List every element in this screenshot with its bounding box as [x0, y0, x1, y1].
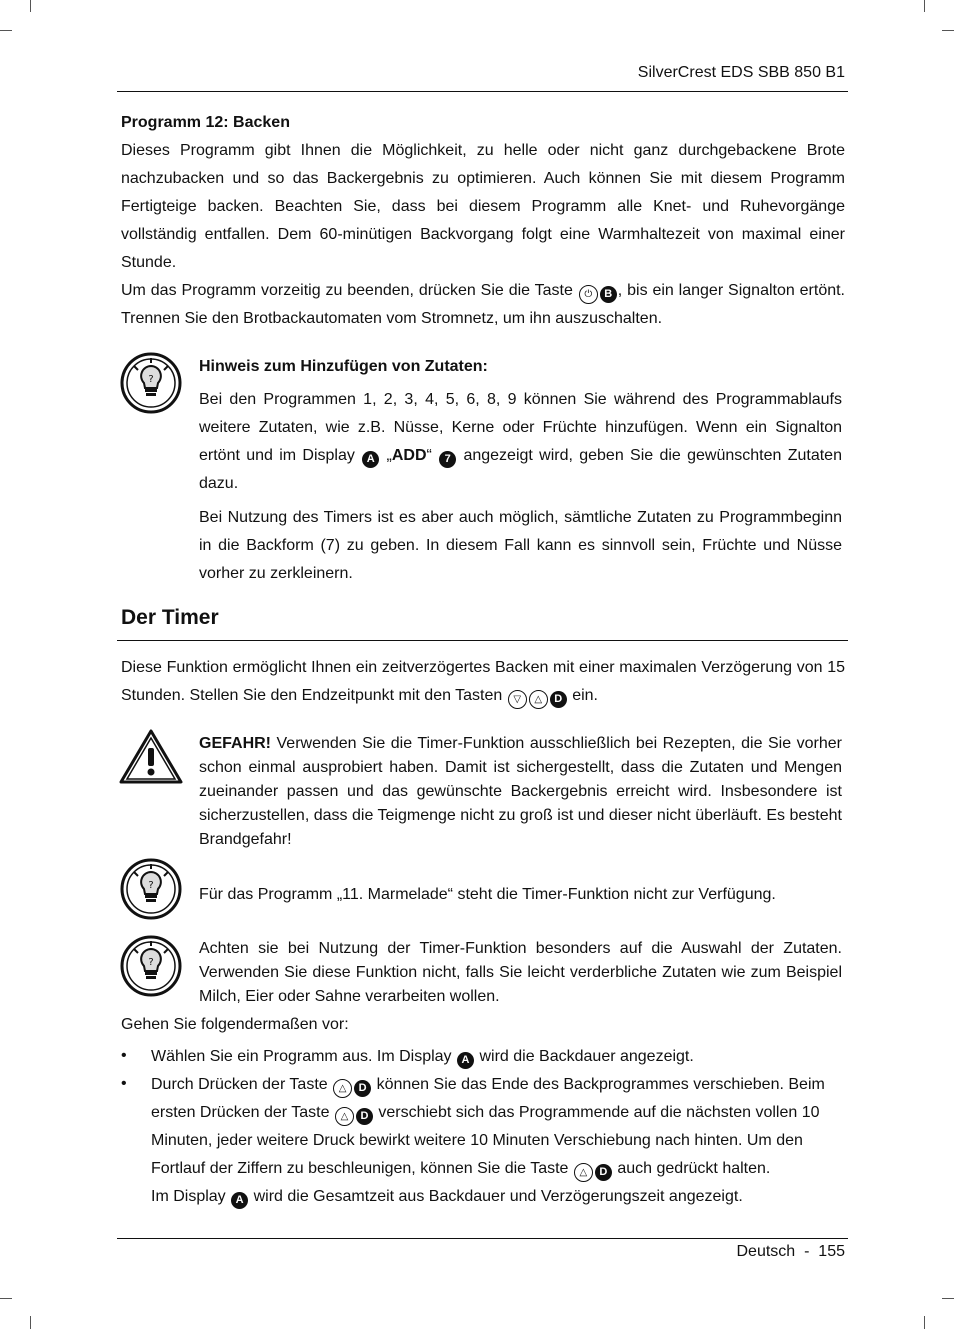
text-span: Bei den Programmen 1, 2, 3, 4, 5, 6, 8, 9 können Sie während des Programmablaufs weitere Zutaten, wie z.B. Nüsse, Kerne oder Früchte hinzufügen. Wenn ein Signalton ertönt und im Display	[199, 391, 842, 464]
crop-mark	[942, 30, 954, 31]
text-span: “	[426, 447, 432, 464]
program12-section	[121, 109, 845, 333]
step-2	[151, 1071, 851, 1211]
text-span: Im Display	[151, 1188, 226, 1205]
header-rule	[117, 91, 848, 92]
text-span: können Sie das Ende des Backprogrammes verschieben. Beim	[376, 1076, 825, 1093]
text-span: Wählen Sie ein Programm aus. Im Display	[151, 1048, 452, 1065]
timer-intro	[121, 654, 845, 710]
display-icon: A	[362, 451, 379, 468]
display-icon: A	[457, 1052, 474, 1069]
svg-text:?: ?	[148, 880, 154, 891]
lightbulb-icon	[120, 352, 182, 414]
text-span: verschiebt sich das Programmende auf die nächsten vollen 10	[378, 1104, 820, 1121]
step-1	[151, 1043, 851, 1071]
bullet: •	[121, 1047, 127, 1064]
step-2-line	[151, 1183, 851, 1211]
timer-heading-rule	[117, 640, 848, 641]
footer-rule	[117, 1238, 848, 1239]
steps-intro: Gehen Sie folgendermaßen vor:	[121, 1016, 349, 1033]
step-2-line	[151, 1099, 851, 1127]
svg-text:?: ?	[148, 957, 154, 968]
text-span: Verwenden Sie die Timer-Funktion ausschließlich bei Rezepten, die Sie vorher schon einmal ausprobiert haben. Damit ist sichergestellt, dass die Zutaten und Mengen zueinander passen und das gewünschte Backergebnis erreicht wird. Insbesondere ist sicherzustellen, dass die Teigmenge nicht zu groß ist und dieser nicht überläuft. Es besteht Brandgefahr!	[199, 735, 842, 848]
note-timer-zutaten: Achten sie bei Nutzung der Timer-Funktion besonders auf die Auswahl der Zutaten. Verwenden Sie diese Funktion nicht, falls Sie leicht verderbliche Zutaten wie zum Beispiel Milch, Eier oder Sahne verarbeiten wollen.	[199, 940, 842, 1005]
step-2-line	[151, 1071, 851, 1099]
svg-text:?: ?	[148, 374, 154, 385]
crop-mark	[0, 30, 12, 31]
text-span: ein.	[572, 687, 598, 704]
crop-mark	[30, 0, 31, 12]
step-2-line: Minuten, jeder weitere Druck bewirkt weitere 10 Minuten Verschiebung nach hinten. Um den	[151, 1132, 803, 1149]
step-2-line	[151, 1155, 851, 1183]
power-icon: ⏻	[579, 285, 598, 304]
danger-notice	[199, 732, 842, 852]
display-icon: A	[231, 1192, 248, 1209]
timer-heading: Der Timer	[121, 606, 219, 629]
note-zutaten	[199, 352, 842, 588]
text-span: auch gedrückt halten.	[617, 1160, 771, 1177]
lightbulb-icon	[120, 858, 182, 920]
text-span: , bis ein langer Signalton ertönt. Trennen Sie den Brotbackautomaten vom Stromnetz, um ihn auszuschalten.	[121, 282, 846, 327]
up-arrow-icon: △	[335, 1107, 354, 1126]
up-arrow-icon: △	[333, 1079, 352, 1098]
text-span: Durch Drücken der Taste	[151, 1076, 328, 1093]
note-title: Hinweis zum Hinzufügen von Zutaten:	[199, 358, 488, 375]
program12-paragraph: Dieses Programm gibt Ihnen die Möglichkeit, zu helle oder nicht ganz durchgebackene Brote nachzubacken und so das Backergebnis zu optimieren. Auch können Sie mit diesem Programm Fertigteige backen. Beachten Sie, dass bei diesem Programm alle Knet- und Ruhevorgänge vollständig entfallen. Dem 60-minütigen Backvorgang folgt eine Warmhaltezeit von maximal einer Stunde.	[121, 142, 845, 271]
note-marmelade: Für das Programm „11. Marmelade“ steht die Timer-Funktion nicht zur Verfügung.	[199, 886, 776, 903]
note-paragraph-1	[199, 386, 842, 498]
page-header: SilverCrest EDS SBB 850 B1	[637, 64, 845, 81]
note-paragraph-2: Bei Nutzung des Timers ist es aber auch möglich, sämtliche Zutaten zu Programmbeginn in die Backform (7) zu geben. In diesem Fall kann es sinnvoll sein, Früchte und Nüsse vorher zu zerkleinern.	[199, 509, 842, 582]
key-d-icon: D	[550, 691, 567, 708]
text-span: Diese Funktion ermöglicht Ihnen ein zeitverzögertes Backen mit einer maximalen Verzögerung von 15 Stunden. Stellen Sie den Endzeitpunkt mit den Tasten	[121, 659, 845, 704]
key-d-icon: D	[595, 1164, 612, 1181]
warning-icon	[119, 728, 183, 784]
key-d-icon: D	[356, 1108, 373, 1125]
lightbulb-icon	[120, 935, 182, 997]
crop-mark	[0, 1298, 12, 1299]
text-span: wird die Gesamtzeit aus Backdauer und Verzögerungszeit angezeigt.	[253, 1188, 743, 1205]
text-span: wird die Backdauer angezeigt.	[479, 1048, 694, 1065]
key-d-icon: D	[354, 1080, 371, 1097]
item-7-icon: 7	[439, 451, 456, 468]
bullet: •	[121, 1075, 127, 1092]
crop-mark	[30, 1316, 31, 1329]
danger-label: GEFAHR!	[199, 735, 271, 752]
key-b-icon: B	[600, 286, 617, 303]
up-arrow-icon: △	[529, 690, 548, 709]
program12-heading: Programm 12: Backen	[121, 114, 290, 131]
page-footer: Deutsch - 155	[736, 1243, 845, 1260]
program12-stop-paragraph	[121, 277, 845, 333]
text-span: angezeigt wird, geben Sie die gewünschten Zutaten dazu.	[199, 447, 842, 492]
up-arrow-icon: △	[574, 1163, 593, 1182]
crop-mark	[924, 0, 925, 12]
text-span: Um das Programm vorzeitig zu beenden, drücken Sie die Taste	[121, 282, 573, 299]
text-span: Fortlauf der Ziffern zu beschleunigen, können Sie die Taste	[151, 1160, 569, 1177]
text-span: „	[386, 447, 392, 464]
down-arrow-icon: ▽	[508, 690, 527, 709]
text-span: ersten Drücken der Taste	[151, 1104, 330, 1121]
add-label: ADD	[391, 447, 427, 464]
crop-mark	[924, 1316, 925, 1329]
crop-mark	[942, 1298, 954, 1299]
